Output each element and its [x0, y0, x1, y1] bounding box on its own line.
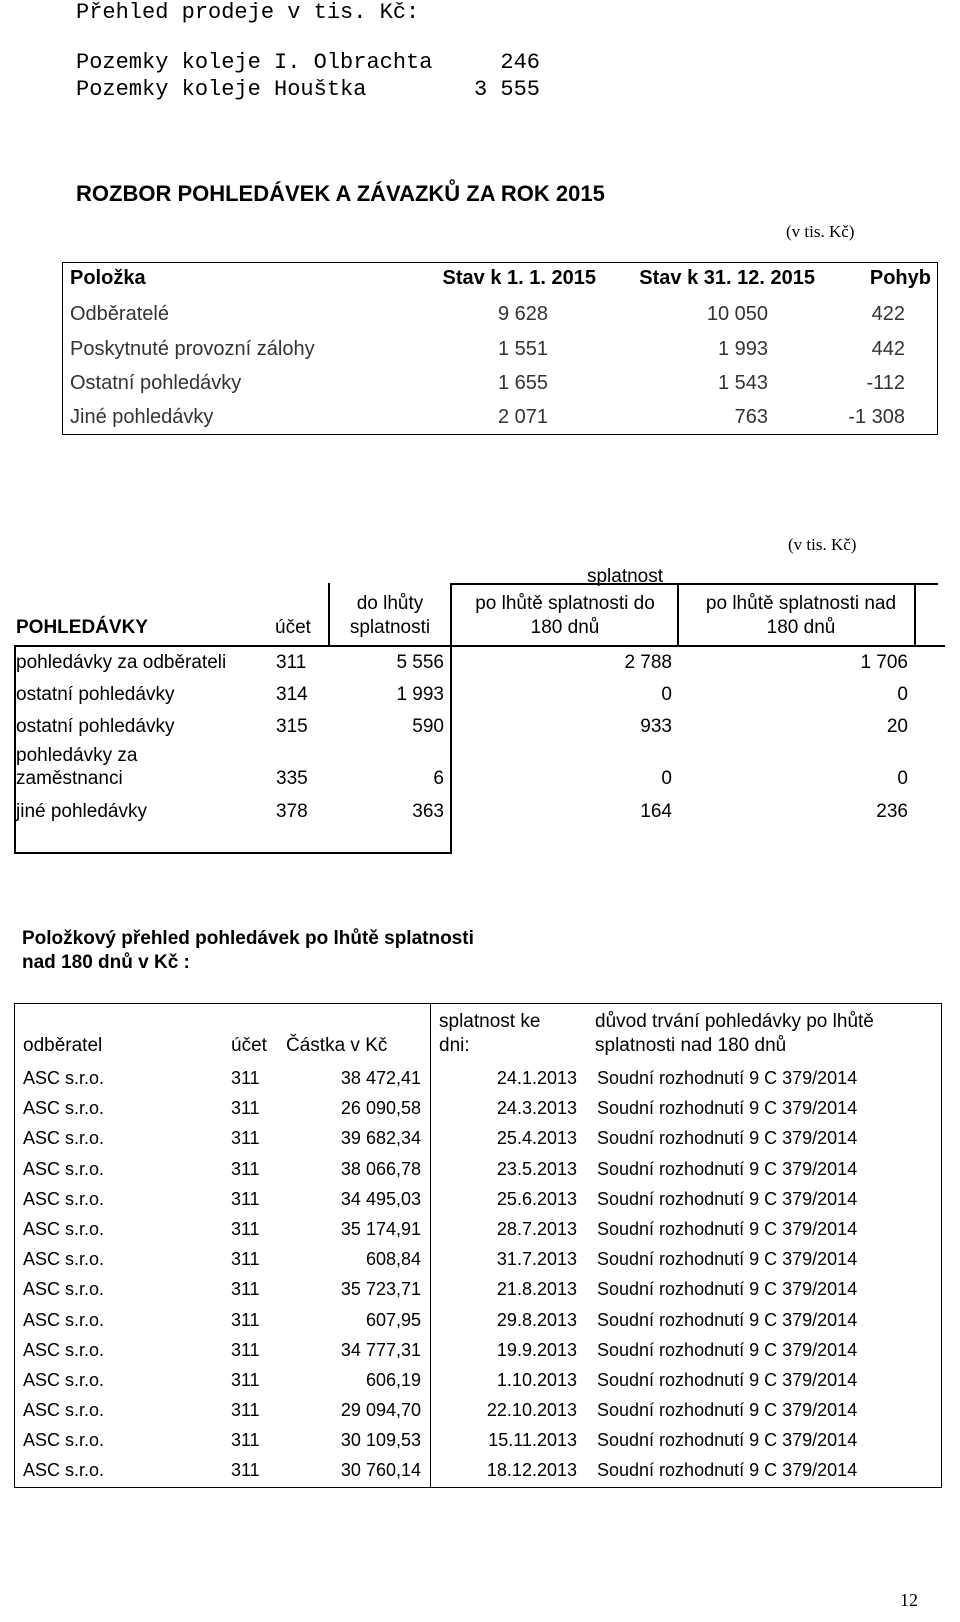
column-header: důvod trvání pohledávky po lhůtě [595, 1011, 874, 1032]
section-title: ROZBOR POHLEDÁVEK A ZÁVAZKŮ ZA ROK 2015 [76, 181, 605, 206]
account-cell: 311 [231, 1460, 260, 1481]
account-cell: 311 [231, 1218, 260, 1239]
amount-cell: 39 682,34 [340, 1128, 421, 1149]
customer-cell: ASC s.r.o. [23, 1400, 105, 1421]
row-account: 335 [276, 768, 308, 789]
row-account: 314 [276, 684, 308, 705]
reason-cell: Soudní rozhodnutí 9 C 379/2014 [597, 1218, 858, 1239]
account-cell: 311 [231, 1309, 260, 1330]
value-start: 1 655 [497, 371, 548, 394]
receivables-overview-table [62, 262, 938, 435]
amount-cell: 35 174,91 [340, 1218, 421, 1239]
row-account: 378 [276, 801, 308, 822]
table-row [15, 1124, 941, 1154]
value-over-180: 0 [897, 684, 908, 705]
customer-cell: ASC s.r.o. [23, 1068, 105, 1088]
sales-heading: Přehled prodeje v tis. Kč: [76, 0, 420, 25]
customer-cell: ASC s.r.o. [23, 1218, 105, 1239]
row-account: 315 [276, 716, 308, 737]
table-row [15, 1064, 941, 1094]
item-name: Odběratelé [70, 303, 169, 326]
due-date-cell: 24.1.2013 [496, 1068, 577, 1088]
customer-cell: ASC s.r.o. [23, 1128, 105, 1149]
page-number: 12 [900, 1590, 918, 1610]
border-line [677, 583, 679, 647]
row-label: jiné pohledávky [16, 801, 147, 822]
value-start: 1 551 [497, 337, 548, 360]
account-cell: 311 [231, 1098, 260, 1119]
table-row [15, 1275, 941, 1305]
section-subtitle: Položkový přehled pohledávek po lhůtě splatnosti [22, 928, 474, 949]
value-end: 1 993 [717, 337, 768, 360]
amount-cell: 30 760,14 [340, 1460, 421, 1481]
column-header: účet [231, 1035, 267, 1056]
row-label: zaměstnanci [16, 768, 123, 789]
due-date-cell: 15.11.2013 [488, 1430, 577, 1451]
due-date-cell: 1.10.2013 [496, 1369, 577, 1390]
table-row [15, 1155, 941, 1185]
reason-cell: Soudní rozhodnutí 9 C 379/2014 [597, 1158, 858, 1179]
customer-cell: ASC s.r.o. [23, 1339, 105, 1360]
item-name: Poskytnuté provozní zálohy [70, 337, 315, 360]
value-before-due: 5 556 [396, 652, 444, 673]
table-row [15, 1366, 941, 1396]
amount-cell: 38 066,78 [340, 1158, 421, 1179]
column-header: dni: [439, 1035, 470, 1056]
value-before-due: 363 [412, 801, 444, 822]
column-header: 180 dnů [766, 617, 836, 638]
table-row [15, 1215, 941, 1245]
amount-cell: 38 472,41 [340, 1068, 421, 1088]
item-name: Jiné pohledávky [70, 406, 214, 429]
due-date-cell: 21.8.2013 [496, 1279, 577, 1300]
column-header: po lhůtě splatnosti nad [705, 593, 897, 614]
column-header: po lhůtě splatnosti do [475, 593, 655, 614]
table-row [15, 1426, 941, 1456]
value-upto-180: 2 788 [624, 652, 672, 673]
reason-cell: Soudní rozhodnutí 9 C 379/2014 [597, 1098, 858, 1119]
column-header: 180 dnů [530, 617, 600, 638]
receivables-by-maturity-table [14, 566, 945, 852]
customer-cell: ASC s.r.o. [23, 1158, 105, 1179]
value-change: -1 308 [848, 406, 905, 429]
due-date-cell: 31.7.2013 [496, 1249, 577, 1270]
value-over-180: 0 [897, 768, 908, 789]
value-change: 442 [871, 337, 905, 360]
row-account: 311 [276, 652, 307, 673]
table-row [63, 332, 937, 366]
group-header-maturity: splatnost [586, 566, 664, 587]
value-before-due: 590 [412, 716, 444, 737]
due-date-cell: 18.12.2013 [486, 1460, 577, 1481]
customer-cell: ASC s.r.o. [23, 1188, 105, 1209]
table-row [15, 1185, 941, 1215]
value-change: 422 [871, 303, 905, 326]
amount-cell: 608,84 [365, 1249, 421, 1270]
table-row [15, 1306, 941, 1336]
value-upto-180: 933 [640, 716, 672, 737]
table-header-row [63, 263, 937, 297]
account-cell: 311 [231, 1369, 260, 1390]
sales-value: 3 555 [473, 77, 540, 102]
due-date-cell: 28.7.2013 [496, 1218, 577, 1239]
amount-cell: 30 109,53 [340, 1430, 421, 1451]
border-line [14, 852, 450, 854]
column-header: do lhůty [356, 593, 424, 614]
table-row [15, 1456, 941, 1486]
value-before-due: 6 [433, 768, 444, 789]
border-line [14, 645, 945, 647]
table-row [63, 400, 937, 434]
row-label: ostatní pohledávky [16, 684, 175, 705]
value-before-due: 1 993 [396, 684, 444, 705]
row-label: ostatní pohledávky [16, 716, 175, 737]
reason-cell: Soudní rozhodnutí 9 C 379/2014 [597, 1309, 858, 1330]
value-start: 2 071 [497, 406, 548, 429]
value-upto-180: 0 [661, 684, 672, 705]
table-row [15, 1396, 941, 1426]
column-header: účet [275, 617, 311, 638]
column-header: splatnosti nad 180 dnů [595, 1035, 787, 1056]
amount-cell: 34 777,31 [340, 1339, 421, 1360]
customer-cell: ASC s.r.o. [23, 1430, 105, 1451]
customer-cell: ASC s.r.o. [23, 1309, 105, 1330]
table-row [15, 1336, 941, 1366]
reason-cell: Soudní rozhodnutí 9 C 379/2014 [597, 1188, 858, 1209]
account-cell: 311 [231, 1128, 260, 1149]
account-cell: 311 [231, 1279, 260, 1300]
value-upto-180: 0 [661, 768, 672, 789]
amount-cell: 35 723,71 [340, 1279, 421, 1300]
border-line [450, 583, 452, 854]
reason-cell: Soudní rozhodnutí 9 C 379/2014 [597, 1068, 858, 1088]
unit-note: (v tis. Kč) [786, 222, 855, 241]
reason-cell: Soudní rozhodnutí 9 C 379/2014 [597, 1460, 858, 1481]
due-date-cell: 19.9.2013 [496, 1339, 577, 1360]
reason-cell: Soudní rozhodnutí 9 C 379/2014 [597, 1400, 858, 1421]
due-date-cell: 29.8.2013 [496, 1309, 577, 1330]
column-header: Položka [70, 267, 146, 289]
sales-value: 246 [500, 50, 540, 75]
row-label: pohledávky za odběrateli [16, 652, 227, 673]
value-start: 9 628 [497, 303, 548, 326]
column-header: Částka v Kč [286, 1035, 388, 1056]
amount-cell: 26 090,58 [340, 1098, 421, 1119]
amount-cell: 607,95 [365, 1309, 421, 1330]
account-cell: 311 [231, 1430, 260, 1451]
column-header: splatnost ke [439, 1011, 541, 1032]
value-change: -112 [866, 371, 905, 394]
account-cell: 311 [231, 1158, 260, 1179]
amount-cell: 29 094,70 [340, 1400, 421, 1421]
column-header: odběratel [23, 1035, 103, 1056]
border-line [328, 583, 330, 647]
value-end: 763 [734, 406, 768, 429]
customer-cell: ASC s.r.o. [23, 1279, 105, 1300]
reason-cell: Soudní rozhodnutí 9 C 379/2014 [597, 1128, 858, 1149]
customer-cell: ASC s.r.o. [23, 1098, 105, 1119]
due-date-cell: 25.6.2013 [496, 1188, 577, 1209]
table-header-row [15, 1004, 941, 1064]
customer-cell: ASC s.r.o. [23, 1369, 105, 1390]
row-label: pohledávky za [16, 745, 138, 766]
customer-cell: ASC s.r.o. [23, 1249, 105, 1270]
account-cell: 311 [231, 1400, 260, 1421]
reason-cell: Soudní rozhodnutí 9 C 379/2014 [597, 1369, 858, 1390]
column-header: Stav k 31. 12. 2015 [639, 267, 815, 289]
sales-label: Pozemky koleje Houštka [76, 77, 367, 102]
value-end: 10 050 [706, 303, 768, 326]
column-header: Pohyb [869, 267, 931, 289]
value-upto-180: 164 [640, 801, 672, 822]
sales-label: Pozemky koleje I. Olbrachta [76, 50, 433, 75]
table-row [63, 366, 937, 400]
overdue-receivables-table [14, 1003, 942, 1488]
due-date-cell: 23.5.2013 [496, 1158, 577, 1179]
table-row [15, 1245, 941, 1275]
column-header: splatnosti [349, 617, 431, 638]
table-title: POHLEDÁVKY [16, 617, 148, 638]
value-over-180: 20 [886, 716, 908, 737]
value-end: 1 543 [717, 371, 768, 394]
value-over-180: 1 706 [860, 652, 908, 673]
due-date-cell: 25.4.2013 [496, 1128, 577, 1149]
amount-cell: 34 495,03 [340, 1188, 421, 1209]
account-cell: 311 [231, 1188, 260, 1209]
table-row [63, 297, 937, 331]
account-cell: 311 [231, 1249, 260, 1270]
due-date-cell: 24.3.2013 [496, 1098, 577, 1119]
section-subtitle: nad 180 dnů v Kč : [22, 952, 190, 973]
reason-cell: Soudní rozhodnutí 9 C 379/2014 [597, 1430, 858, 1451]
reason-cell: Soudní rozhodnutí 9 C 379/2014 [597, 1279, 858, 1300]
due-date-cell: 22.10.2013 [486, 1400, 577, 1421]
unit-note: (v tis. Kč) [788, 535, 857, 554]
table-row [15, 1094, 941, 1124]
account-cell: 311 [231, 1068, 260, 1088]
table-body [15, 1064, 941, 1487]
amount-cell: 606,19 [365, 1369, 421, 1390]
reason-cell: Soudní rozhodnutí 9 C 379/2014 [597, 1249, 858, 1270]
account-cell: 311 [231, 1339, 260, 1360]
column-header: Stav k 1. 1. 2015 [442, 267, 596, 289]
value-over-180: 236 [876, 801, 908, 822]
item-name: Ostatní pohledávky [70, 371, 242, 394]
customer-cell: ASC s.r.o. [23, 1460, 105, 1481]
reason-cell: Soudní rozhodnutí 9 C 379/2014 [597, 1339, 858, 1360]
